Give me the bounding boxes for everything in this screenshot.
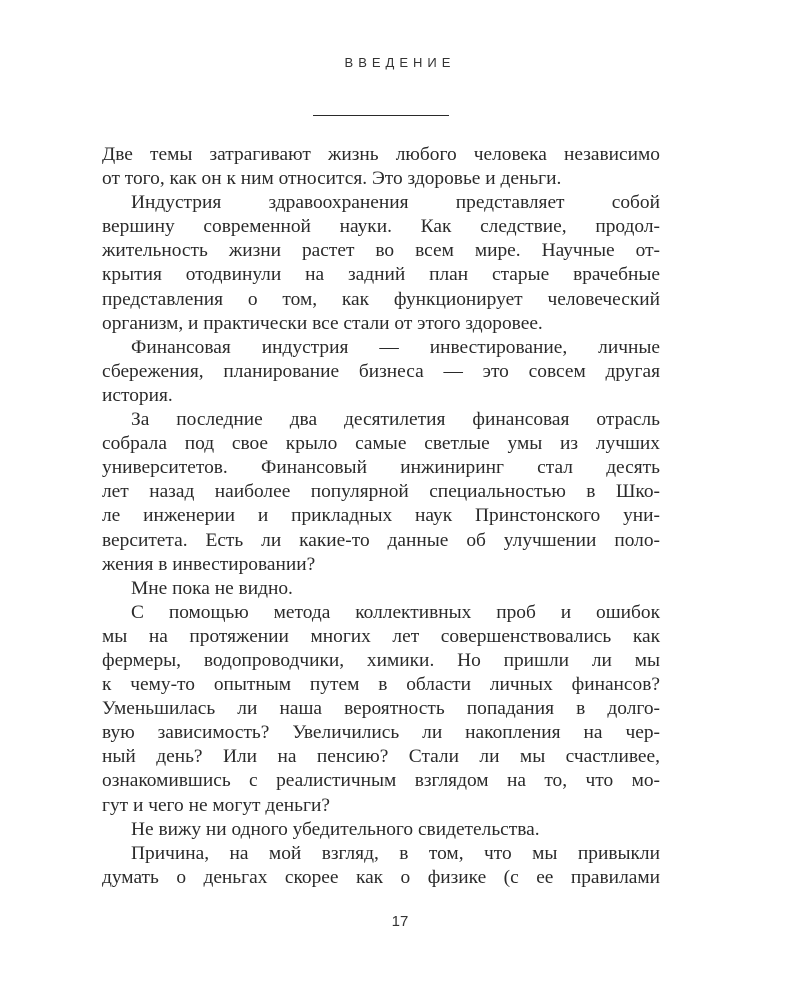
text-line: Не вижу ни одного убедительного свидетельства. (131, 818, 540, 840)
text-line: вую зависимость? Увеличились ли накопления на чер- (102, 722, 660, 744)
text-line: ле инженерии и прикладных наук Принстонского уни- (102, 505, 660, 527)
paragraph (102, 336, 660, 408)
paragraph (102, 601, 660, 818)
chapter-heading: ВВЕДЕНИЕ (344, 55, 456, 70)
text-line: сбережения, планирование бизнеса — это совсем другая (102, 360, 660, 382)
paragraph (102, 408, 660, 577)
paragraph (102, 143, 660, 191)
text-line: лет назад наиболее популярной специальностью в Шко- (102, 481, 660, 503)
text-line: жения в инвестировании? (102, 553, 316, 575)
paragraph (102, 818, 660, 842)
text-line: гут и чего не могут деньги? (102, 794, 330, 816)
text-line: думать о деньгах скорее как о физике (с ее правилами (102, 866, 660, 888)
text-line: жительность жизни растет во всем мире. Научные от- (102, 240, 660, 262)
text-line: ный день? Или на пенсию? Стали ли мы счастливее, (102, 746, 660, 768)
body-text (102, 143, 660, 890)
text-line: Две темы затрагивают жизнь любого человека независимо (102, 144, 660, 165)
text-line: история. (102, 384, 173, 406)
text-line: вершину современной науки. Как следствие, продол- (102, 216, 660, 238)
paragraph (102, 577, 660, 601)
text-line: Мне пока не видно. (131, 577, 293, 599)
text-line: Уменьшилась ли наша вероятность попадания в долго- (102, 698, 660, 720)
text-line: собрала под свое крыло самые светлые умы из лучших (102, 433, 660, 455)
text-line: За последние два десятилетия финансовая отрасль (131, 409, 660, 431)
paragraph (102, 191, 660, 336)
text-line: организм, и практически все стали от этого здоровее. (102, 312, 543, 334)
text-line: представления о том, как функционирует человеческий (102, 288, 660, 310)
text-line: крытия отодвинули на задний план старые врачебные (102, 264, 660, 286)
paragraph (102, 842, 660, 890)
text-line: Индустрия здравоохранения представляет собой (131, 192, 660, 214)
page-number: 17 (391, 913, 409, 930)
text-line: ознакомившись с реалистичным взглядом на то, что мо- (102, 770, 660, 792)
text-line: университетов. Финансовый инжиниринг стал десять (102, 457, 660, 479)
text-line: от того, как он к ним относится. Это здоровье и деньги. (102, 168, 562, 190)
text-line: С помощью метода коллективных проб и ошибок (131, 601, 660, 623)
text-line: фермеры, водопроводчики, химики. Но пришли ли мы (102, 649, 660, 671)
text-line: Причина, на мой взгляд, в том, что мы привыкли (131, 842, 660, 864)
text-line: к чему-то опытным путем в области личных финансов? (102, 674, 660, 696)
heading-divider (313, 115, 449, 116)
text-line: верситета. Есть ли какие-то данные об улучшении поло- (102, 529, 660, 551)
text-line: Финансовая индустрия — инвестирование, личные (131, 336, 660, 358)
text-line: мы на протяжении многих лет совершенствовались как (102, 625, 660, 647)
